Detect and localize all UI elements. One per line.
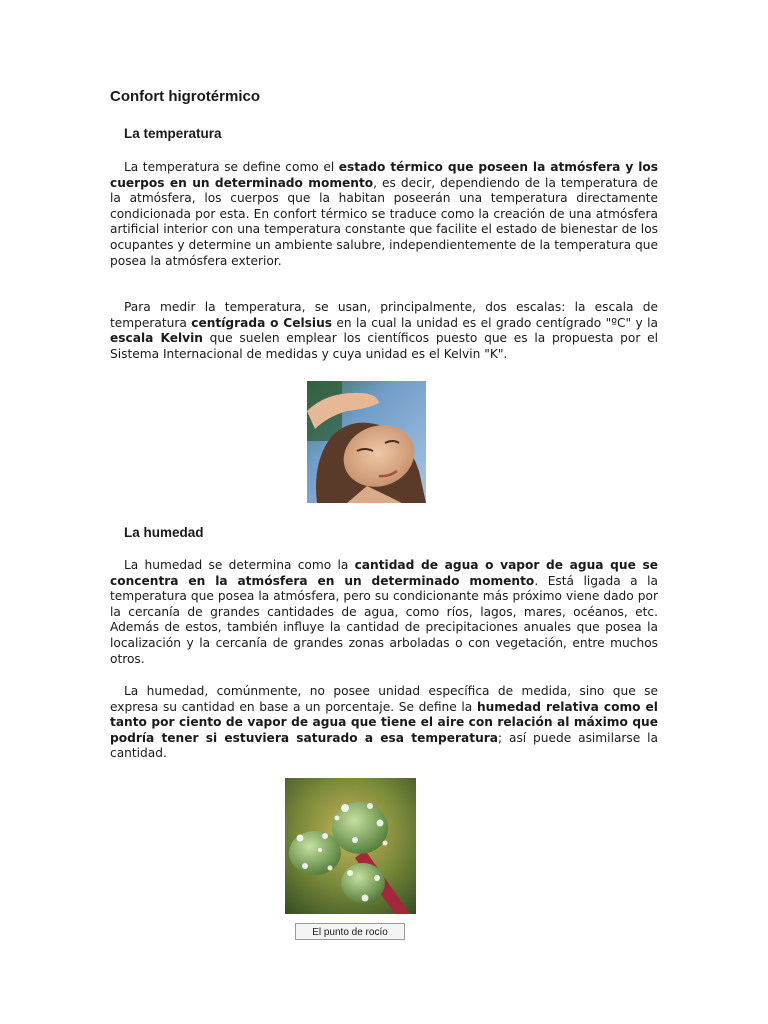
section-heading-temperatura: La temperatura [124, 126, 222, 141]
text-run: . Está ligada a la temperatura que posea la atmósfera, pero su condicionante más próximo viene dado por la cercanía de grandes cantidades de agua, como ríos, lagos, mares, océanos, etc. Además de estos, también influye la cantidad de precipitaciones anuales que posea la localización y la cercanía de grandes zonas arboladas o con vegetación, entre muchos otros. [110, 573, 659, 666]
dew-on-plant-photo [285, 778, 416, 914]
text-run: que suelen emplear los científicos puesto que es la propuesta por el Sistema Internacional de medidas y cuya unidad es el Kelvin "K". [110, 331, 658, 361]
emphasized-text: humedad relativa como el tanto por ciento de vapor de agua que tiene el aire con relación al máximo que podría tener si estuviera saturado a esa temperatura [110, 699, 658, 745]
paragraph [110, 558, 658, 667]
text-run: La humedad se determina como la [124, 558, 355, 572]
document-title: Confort higrotérmico [110, 88, 260, 105]
text-run: La temperatura se define como el [124, 160, 339, 174]
text-run: Para medir la temperatura, se usan, principalmente, dos escalas: la escala de temperatura [110, 300, 658, 330]
image-caption: El punto de rocío [295, 923, 405, 940]
text-run: La humedad, comúnmente, no posee unidad específica de medida, sino que se expresa su cantidad en base a un porcentaje. Se define la [110, 684, 658, 714]
emphasized-text: escala Kelvin [110, 331, 203, 346]
woman-shading-eyes-photo [307, 381, 426, 503]
text-run: , es decir, dependiendo de la temperatura de la atmósfera, los cuerpos que la habitan poseerán una temperatura directamente condicionada por esta. En confort térmico se traduce como la creación de una atmósfera artificial interior con una temperatura constante que facilite el estado de bienestar de los ocupantes y determine un ambiente salubre, independientemente de la temperatura que posea la atmósfera exterior. [110, 175, 658, 268]
text-run: ; así puede asimilarse la cantidad. [110, 730, 658, 761]
emphasized-text: centígrada o Celsius [191, 315, 332, 330]
emphasized-text: estado térmico que poseen la atmósfera y los cuerpos en un determinado momento [110, 160, 658, 190]
paragraph [110, 160, 658, 269]
section-heading-humedad: La humedad [124, 525, 204, 540]
text-run: en la cual la unidad es el grado centígrado "ºC" y la [332, 315, 658, 330]
paragraph [110, 300, 658, 362]
emphasized-text: cantidad de agua o vapor de agua que se concentra en la atmósfera en un determinado momento [110, 558, 658, 588]
paragraph [110, 684, 658, 762]
